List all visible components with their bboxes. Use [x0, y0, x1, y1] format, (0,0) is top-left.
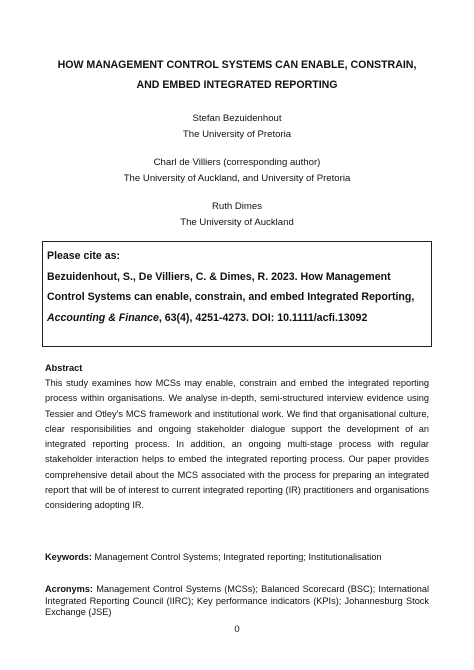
author-block — [0, 111, 474, 142]
author-affiliation: The University of Auckland, and University of Pretoria — [123, 172, 351, 184]
author-name: Ruth Dimes — [211, 201, 263, 212]
author-affiliation: The University of Pretoria — [182, 128, 292, 140]
acronyms-text: Management Control Systems (MCSs); Balanced Scorecard (BSC); International Integrated Reporting Council (IIRC); Key performance indicators (KPIs); Johannesburg Stock Exchange (JSE) — [45, 584, 429, 617]
citation-heading: Please cite as: — [47, 250, 121, 262]
abstract-body: This study examines how MCSs may enable, constrain and embed the integrated reporting process within organisations. We analyse in-depth, semi-structured interview evidence using Tessier and Otley’s MCS framework and institutional work. We find that organisational culture, clear responsibilities and ongoing stakeholder dialogue support the development of an integrated reporting process. In addition, an ongoing multi-stage process with regular stakeholder interaction helps to embed the integrated reporting process. Our paper provides comprehensive detail about the MCS associated with the process for preparing an integrated report that will be of interest to current integrated reporting (IR) practitioners and organisations considering adopting IR. — [45, 378, 429, 511]
citation-journal: Accounting & Finance — [47, 311, 159, 324]
citation-text — [47, 267, 427, 329]
paper-title — [30, 55, 444, 95]
author-block — [0, 155, 474, 186]
paper-title-line-2: AND EMBED INTEGRATED REPORTING — [136, 79, 338, 91]
keywords-text: Management Control Systems; Integrated reporting; Institutionalisation — [91, 552, 382, 562]
citation-box — [42, 241, 432, 347]
keywords-label: Keywords: — [45, 552, 92, 562]
abstract-heading: Abstract — [45, 363, 83, 373]
citation-text-after: , 63(4), 4251-4273. DOI: 10.1111/acfi.13092 — [158, 311, 368, 324]
author-name: Stefan Bezuidenhout — [192, 113, 282, 124]
author-name: Charl de Villiers (corresponding author) — [153, 157, 321, 168]
author-block — [0, 199, 474, 230]
author-affiliation: The University of Auckland — [180, 216, 294, 228]
keywords-line — [45, 550, 429, 564]
citation-text-before: Bezuidenhout, S., De Villiers, C. & Dimes, R. 2023. How Management Control Systems can enable, constrain, and embed Integrated Reporting, — [47, 270, 415, 303]
acronyms-label: Acronyms: — [45, 584, 93, 594]
author-list — [0, 111, 474, 243]
page-number: 0 — [234, 624, 240, 635]
acronyms-line — [45, 584, 429, 619]
paper-title-line-1: HOW MANAGEMENT CONTROL SYSTEMS CAN ENABLE, CONSTRAIN, — [57, 59, 417, 71]
